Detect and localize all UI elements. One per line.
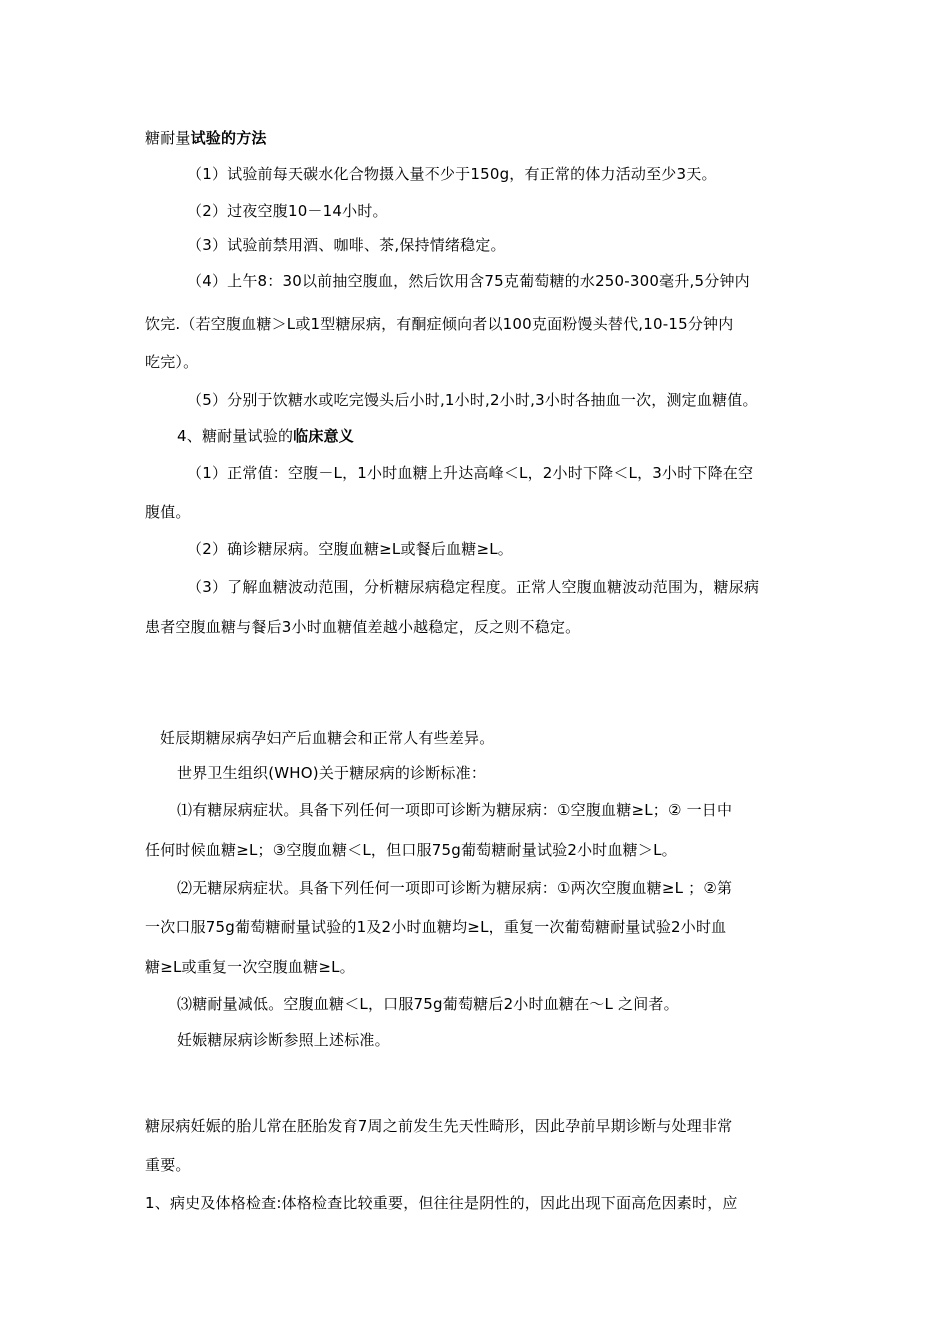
meaning-item-2: （2）确诊糖尿病。空腹血糖≥L或餐后血糖≥L。: [187, 540, 513, 558]
method-item-4-line-2: 饮完.（若空腹血糖＞L或1型糖尿病，有酮症倾向者以100克面粉馒头替代,10-15分钟内: [145, 315, 734, 333]
criteria-1-line-1: ⑴有糖尿病症状。具备下列任何一项即可诊断为糖尿病：①空腹血糖≥L；② 一日中: [177, 801, 733, 819]
method-item-5: （5）分别于饮糖水或吃完馒头后小时,1小时,2小时,3小时各抽血一次，测定血糖值。: [187, 391, 758, 409]
criteria-2-line-3: 糖≥L或重复一次空腹血糖≥L。: [145, 958, 355, 976]
criteria-3: ⑶糖耐量减低。空腹血糖＜L，口服75g葡萄糖后2小时血糖在～L 之间者。: [177, 995, 679, 1013]
section-title-ogtt-method: [145, 128, 267, 148]
criteria-1-line-2: 任何时候血糖≥L；③空腹血糖＜L，但口服75g葡萄糖耐量试验2小时血糖＞L。: [145, 841, 677, 859]
meaning-item-3-line-1: （3）了解血糖波动范围，分析糖尿病稳定程度。正常人空腹血糖波动范围为，糖尿病: [187, 578, 760, 596]
method-item-2: （2）过夜空腹10－14小时。: [187, 202, 388, 220]
method-item-1: （1）试验前每天碳水化合物摄入量不少于150g，有正常的体力活动至少3天。: [187, 165, 717, 183]
paragraph-congenital-line-1: 糖尿病妊娠的胎儿常在胚胎发育7周之前发生先天性畸形，因此孕前早期诊断与处理非常: [145, 1117, 733, 1135]
meaning-item-1-line-1: （1）正常值：空腹－L，1小时血糖上升达高峰＜L，2小时下降＜L，3小时下降在空: [187, 464, 754, 482]
paragraph-congenital-line-2: 重要。: [145, 1156, 191, 1174]
meaning-item-3-line-2: 患者空腹血糖与餐后3小时血糖值差越小越稳定，反之则不稳定。: [145, 618, 581, 636]
criteria-2-line-1: ⑵无糖尿病症状。具备下列任何一项即可诊断为糖尿病：①两次空腹血糖≥L ；②第: [177, 879, 733, 897]
criteria-2-line-2: 一次口服75g葡萄糖耐量试验的1及2小时血糖均≥L，重复一次葡萄糖耐量试验2小时血: [145, 918, 727, 936]
method-item-4-line-3: 吃完）。: [145, 353, 199, 371]
who-criteria-title: 世界卫生组织(WHO)关于糖尿病的诊断标准：: [177, 764, 487, 782]
method-item-4-line-1: （4）上午8：30以前抽空腹血，然后饮用含75克葡萄糖的水250-300毫升,5分钟内: [187, 272, 750, 290]
gestational-intro: 妊辰期糖尿病孕妇产后血糖会和正常人有些差异。: [160, 729, 495, 747]
title-prefix: 糖耐量: [145, 129, 191, 147]
title-bold: 试验的方法: [190, 129, 267, 147]
title-bold: 临床意义: [293, 427, 354, 445]
paragraph-history-line-1: 1、病史及体格检查:体格检查比较重要，但往往是阴性的，因此出现下面高危因素时，应: [145, 1194, 738, 1212]
method-item-3: （3）试验前禁用酒、咖啡、茶,保持情绪稳定。: [187, 236, 506, 254]
meaning-item-1-line-2: 腹值。: [145, 503, 191, 521]
section-title-clinical-meaning: [177, 426, 354, 446]
gestational-diagnosis-note: 妊娠糖尿病诊断参照上述标准。: [177, 1031, 390, 1049]
title-prefix: 4、糖耐量试验的: [177, 427, 294, 445]
